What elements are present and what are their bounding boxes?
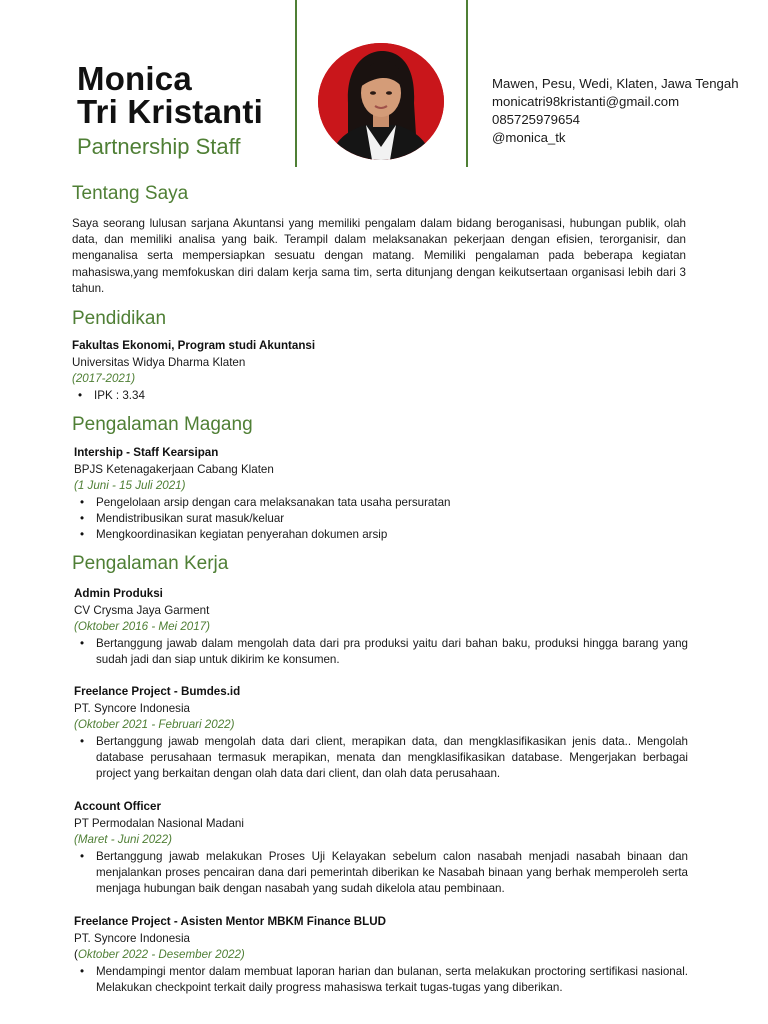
work-list [74,964,688,996]
work-entry [74,914,688,996]
section-title-education: Pendidikan [72,308,167,329]
contact-social: @monica_tk [492,130,566,145]
work-position: Account Officer [74,800,161,813]
work-position: Admin Produksi [74,587,163,600]
work-period: (Maret - Juni 2022) [74,833,172,846]
profile-photo [318,43,444,160]
about-text: Saya seorang lulusan sarjana Akuntansi yang memiliki pengalam dalam bidang beroganisasi, hubungan publik, olah data, dan memiliki analisa yang baik. Terampil dalam melaksanakan pekerjaan dengan efisien, terorganisir, dan menganalisa serta mempersiapkan sesuatu dengan matang. Memiliki pengalaman pada beberapa kegiatan mahasiswa,yang memfokuskan diri dalam kerja sama tim, serta ditunjang dengan keikutsertaan organisasi lebih dari 3 tahun. [72,217,686,295]
work-period: Oktober 2022 - Desember 2022) [77,948,245,961]
section-title-internship: Pengalaman Magang [72,414,253,435]
education-period: (2017-2021) [72,372,136,385]
list-item: • Bertanggung jawab mengolah data dari client, merapikan data, dan mengklasifikasikan jenis data.. Mengolah database perusahaan termasuk merapikan, menata dan mengklasifikasikan database. Mengerjakan berbagai project yang berkaitan dengan olah data dari client, dan olah data perusahaan. [74,734,688,782]
name-line-1: Monica [77,60,192,97]
name-line-2: Tri Kristanti [77,93,263,130]
internship-entry [74,445,688,543]
internship-list [74,495,688,543]
work-position: Freelance Project - Asisten Mentor MBKM Finance BLUD [74,915,387,928]
work-list [74,734,688,782]
work-entry [74,799,688,897]
list-item: • Pengelolaan arsip dengan cara melaksanakan tata usaha persuratan [74,495,688,511]
work-org: PT. Syncore Indonesia [74,701,191,715]
work-entry [74,586,688,668]
work-list [74,849,688,897]
internship-period: (1 Juni - 15 Juli 2021) [74,479,186,492]
list-item: • Mengkoordinasikan kegiatan penyerahan dokumen arsip [74,527,688,543]
work-period: (Oktober 2021 - Februari 2022) [74,718,235,731]
contact-phone: 085725979654 [492,112,581,127]
list-item: • Mendampingi mentor dalam membuat laporan harian dan bulanan, serta melakukan proctoring sertifikasi nasional. Melakukan checkpoint terkait daily progress mahasiswa terkait tugas-tugas yang diberikan. [74,964,688,996]
work-period-line [74,947,688,964]
work-org: PT. Syncore Indonesia [74,931,191,945]
section-title-work: Pengalaman Kerja [72,553,229,574]
internship-org: BPJS Ketenagakerjaan Cabang Klaten [74,462,274,476]
full-name [77,62,263,128]
list-item: • Mendistribusikan surat masuk/keluar [74,511,688,527]
work-org: CV Crysma Jaya Garment [74,603,210,617]
work-period-paren: ( [74,948,78,961]
list-item: • Bertanggung jawab melakukan Proses Uji Kelayakan sebelum calon nasabah menjadi nasabah binaan dan menjalankan proses pencairan dana dari pemerintah diberikan ke Nasabah binaan yang berhak memperoleh serta menjaga hubungan baik dengan nasabah yang sudah dikelola atau pembinaan. [74,849,688,897]
contact-email[interactable]: monicatri98kristanti@gmail.com [492,94,680,109]
education-entry [72,338,686,404]
work-list [74,636,688,668]
contact-address: Mawen, Pesu, Wedi, Klaten, Jawa Tengah [492,76,739,91]
list-item: • Bertanggung jawab dalam mengolah data dari pra produksi yaitu dari bahan baku, produksi hingga barang yang sudah jadi dan siap untuk dikirim ke konsumen. [74,636,688,668]
list-item: • IPK : 3.34 [72,388,686,404]
contact-info [492,75,739,147]
section-title-about: Tentang Saya [72,183,189,204]
work-entry [74,684,688,782]
portrait-illustration [318,43,444,160]
education-degree: Fakultas Ekonomi, Program studi Akuntansi [72,339,316,352]
work-org: PT Permodalan Nasional Madani [74,816,244,830]
header-divider-right [466,0,468,167]
job-role: Partnership Staff [77,134,241,159]
education-list [72,388,686,404]
education-school: Universitas Widya Dharma Klaten [72,355,246,369]
header-divider-left [295,0,297,167]
work-position: Freelance Project - Bumdes.id [74,685,241,698]
internship-position: Intership - Staff Kearsipan [74,446,219,459]
work-period: (Oktober 2016 - Mei 2017) [74,620,210,633]
